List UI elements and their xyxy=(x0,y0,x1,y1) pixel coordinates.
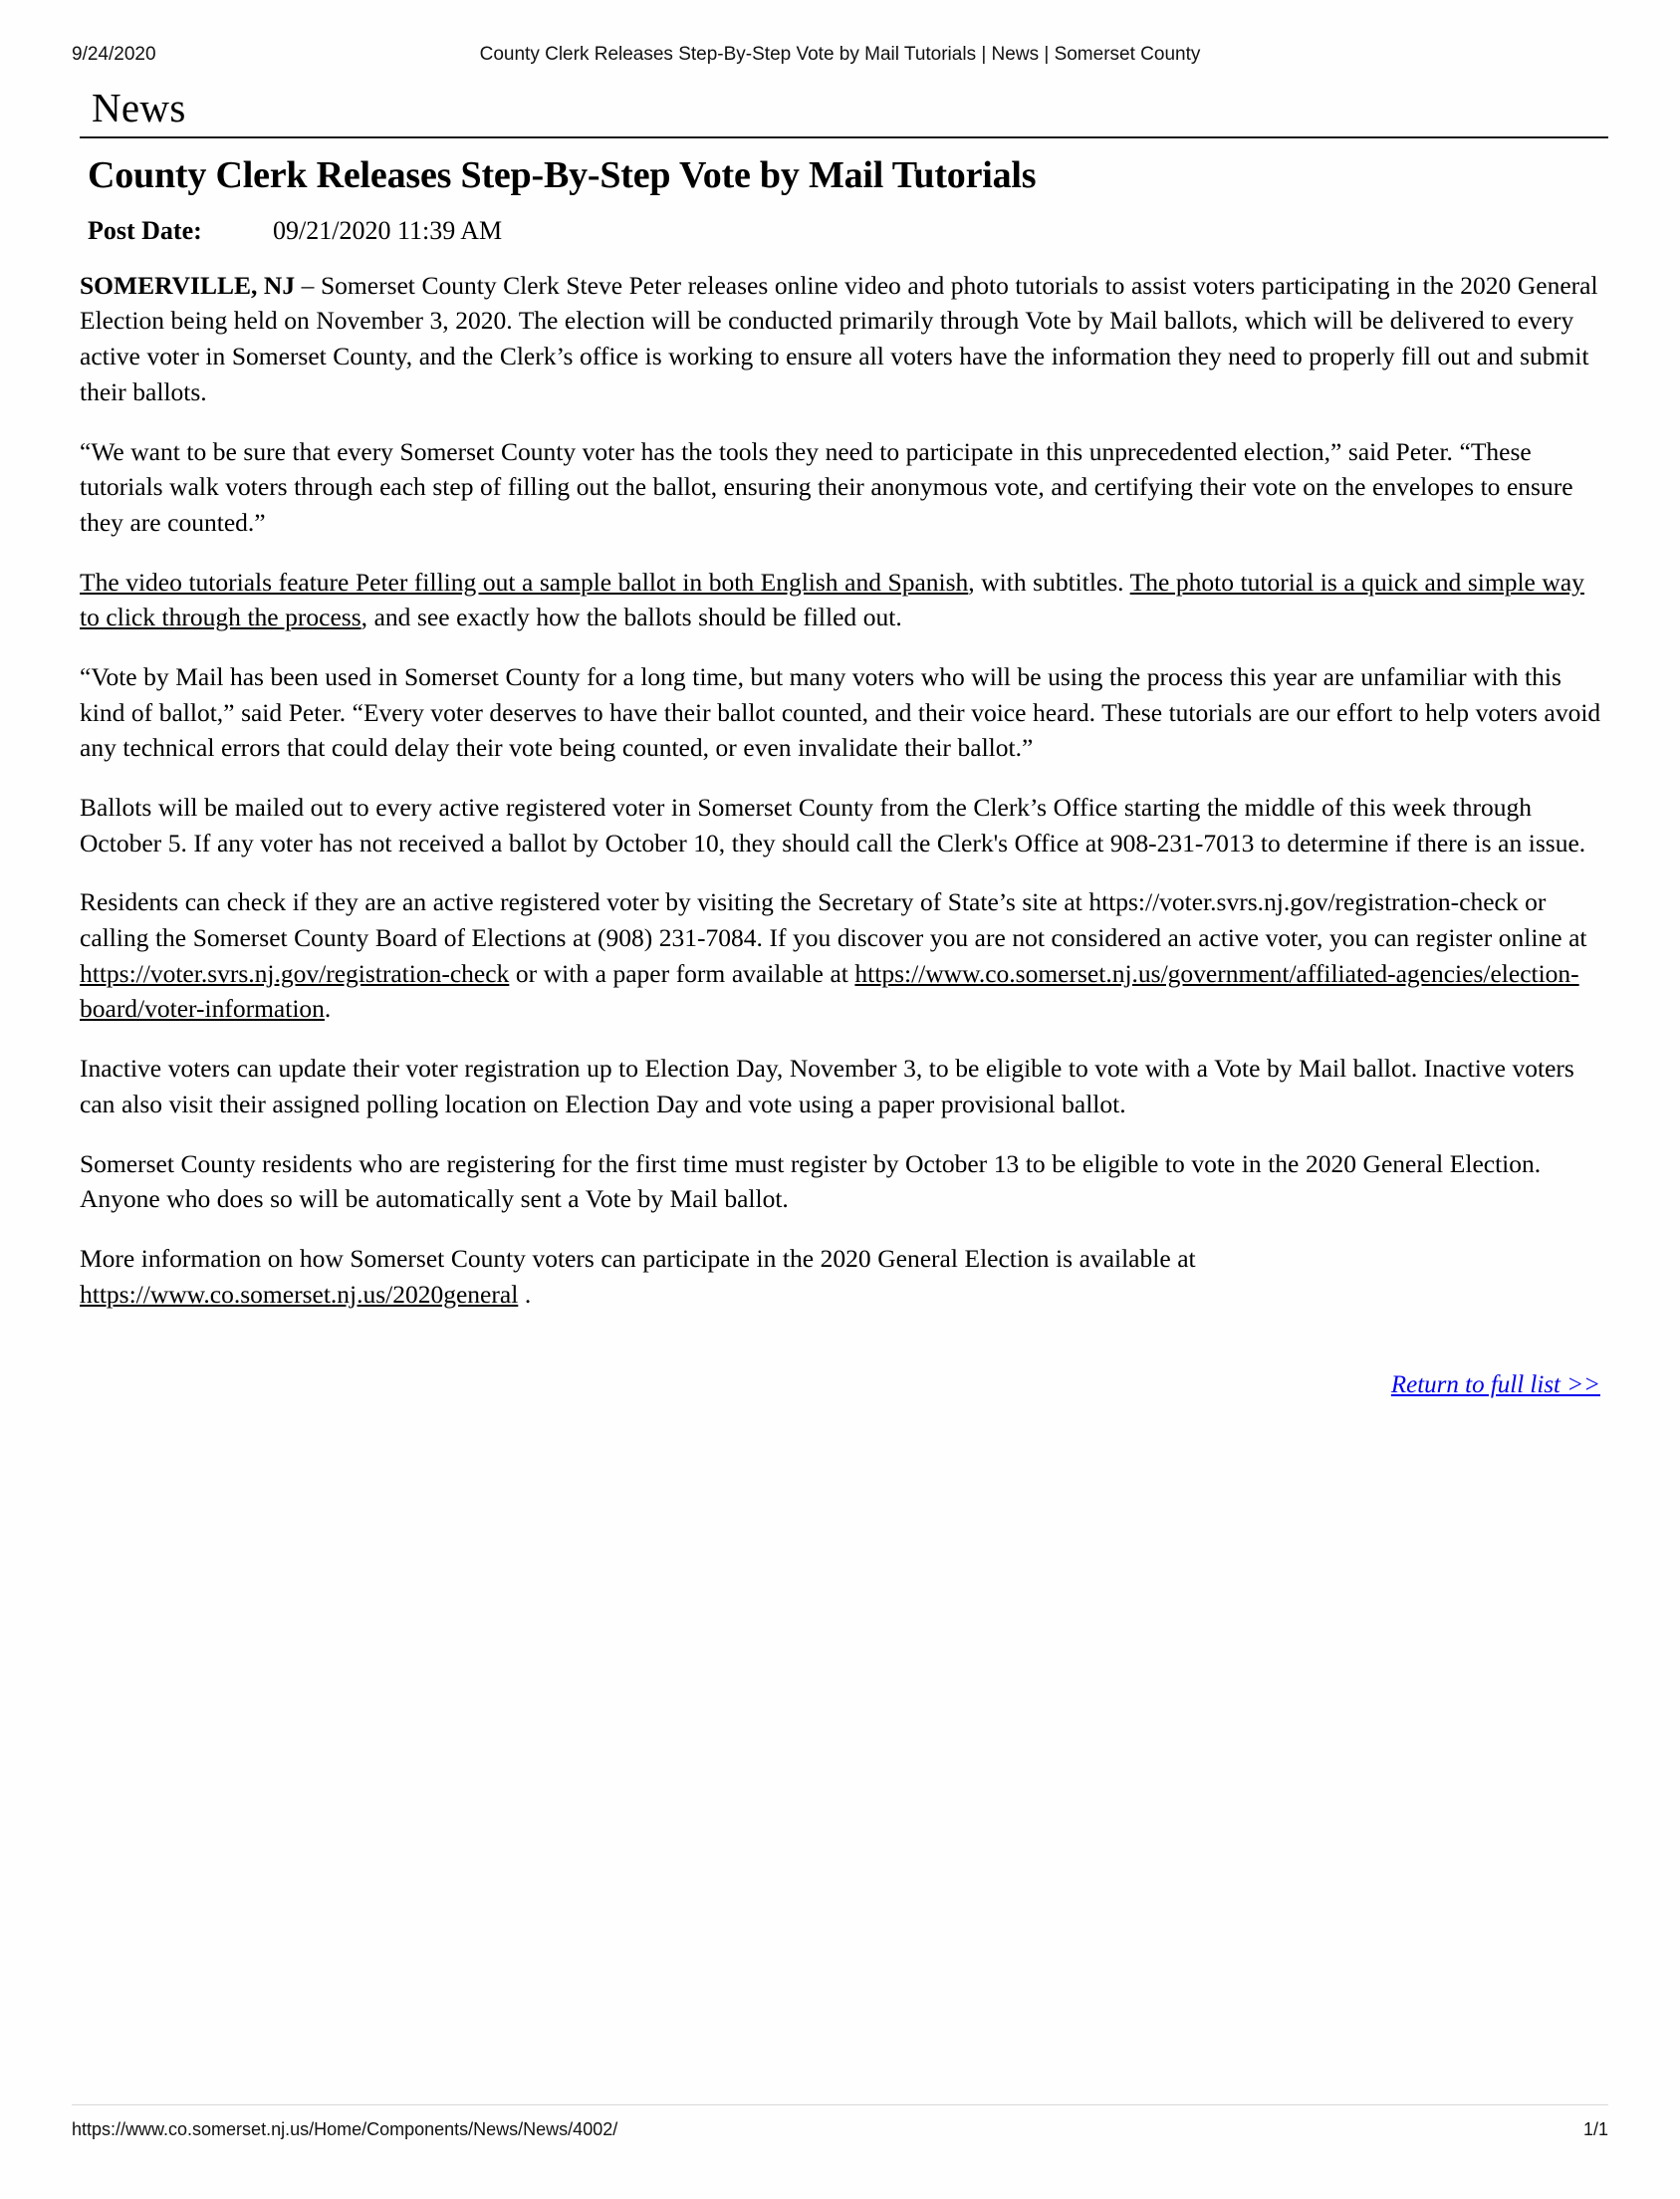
paragraph-8: Somerset County residents who are registering for the first time must register by October 13 to be eligible to vote in the 2020 General Election. Anyone who does so will be automatically sent a Vote by Mail ballot. xyxy=(80,1148,1542,1214)
post-date-row xyxy=(88,216,1608,246)
paragraph-3-mid: , with subtitles. xyxy=(968,567,1130,597)
paragraph-7: Inactive voters can update their voter registration up to Election Day, November 3, to be eligible to vote with a Vote by Mail ballot. Inactive voters can also visit their assigned polling location on Election Day and vote using a paper provisional ballot. xyxy=(80,1054,1574,1118)
paragraph-2: “We want to be sure that every Somerset County voter has the tools they need to participate in this unprecedented election,” said Peter. “These tutorials walk voters through each step of filling out the ballot, ensuring their anonymous vote, and certifying their vote on the envelopes to ensure they are counted.” xyxy=(80,436,1573,537)
photo-tutorial-link[interactable]: The photo tutorial is a quick and simple way to click through the process xyxy=(80,567,1584,632)
paragraph-9-text-a: More information on how Somerset County voters can participate in the 2020 General Election is available at xyxy=(80,1243,1196,1273)
article-body xyxy=(80,86,1608,1399)
paragraph-4: “Vote by Mail has been used in Somerset County for a long time, but many voters who will be using the process this year are unfamiliar with this kind of ballot,” said Peter. “Every voter deserves to have their ballot counted, and their voice heard. These tutorials are our effort to help voters avoid any technical errors that could delay their vote being counted, or even invalidate their ballot.” xyxy=(80,661,1601,763)
page-title: County Clerk Releases Step-By-Step Vote by Mail Tutorials xyxy=(88,154,1037,197)
print-footer-page-number: 1/1 xyxy=(1582,2119,1608,2139)
paragraph-1 xyxy=(80,268,1608,410)
paragraph-6-text-a: Residents can check if they are an active registered voter by visiting the Secretary of State’s site at https://voter.svrs.nj.gov/registration-check or calling the Somerset County Board of Elections at (908) 231-7084. If you discover you are not considered an active voter, you can register online at xyxy=(80,887,1587,953)
section-label: News xyxy=(92,85,186,130)
return-row xyxy=(80,1371,1608,1399)
print-header xyxy=(72,44,1608,66)
paragraph-5: Ballots will be mailed out to every active registered voter in Somerset County from the Clerk’s Office starting the middle of this week through October 5. If any voter has not received a ballot by October 10, they should call the Clerk's Office at 908-231-7013 to determine if there is an issue. xyxy=(80,793,1586,857)
voter-information-link[interactable]: https://www.co.somerset.nj.us/government/affiliated-agencies/election-board/voter-information xyxy=(80,958,1579,1024)
print-header-date: 9/24/2020 xyxy=(72,44,156,65)
print-footer xyxy=(72,2104,1608,2140)
header-divider xyxy=(80,136,1608,138)
paragraph-1-text: – Somerset County Clerk Steve Peter releases online video and photo tutorials to assist voters participating in the 2020 General Election being held on November 3, 2020. The election will be conducted primarily through Vote by Mail ballots, which will be delivered to every active voter in Somerset County, and the Clerk’s office is working to ensure all voters have the information they need to properly fill out and submit their ballots. xyxy=(80,270,1598,406)
dateline: SOMERVILLE, NJ xyxy=(80,270,296,300)
general-election-info-link[interactable]: https://www.co.somerset.nj.us/2020general xyxy=(80,1279,519,1309)
paragraph-3-end: , and see exactly how the ballots should be filled out. xyxy=(360,603,902,632)
paragraph-9 xyxy=(80,1241,1608,1312)
paragraph-6-text-c: . xyxy=(324,994,332,1024)
print-header-title: County Clerk Releases Step-By-Step Vote by Mail Tutorials | News | Somerset County xyxy=(479,44,1201,65)
paragraph-6-text-b: or with a paper form available at xyxy=(509,958,855,988)
post-date-value: 09/21/2020 11:39 AM xyxy=(273,215,503,245)
video-tutorials-link[interactable]: The video tutorials feature Peter filling out a sample ballot in both English and Spanish xyxy=(80,567,969,597)
print-footer-url: https://www.co.somerset.nj.us/Home/Components/News/News/4002/ xyxy=(72,2119,618,2139)
paragraph-9-text-b: . xyxy=(518,1279,532,1309)
paragraph-6 xyxy=(80,884,1608,1027)
paragraph-3 xyxy=(80,565,1608,635)
return-to-full-list-link[interactable]: Return to full list >> xyxy=(1390,1371,1600,1399)
voter-registration-check-link[interactable]: https://voter.svrs.nj.gov/registration-check xyxy=(80,958,510,988)
post-date-label: Post Date: xyxy=(88,215,202,245)
